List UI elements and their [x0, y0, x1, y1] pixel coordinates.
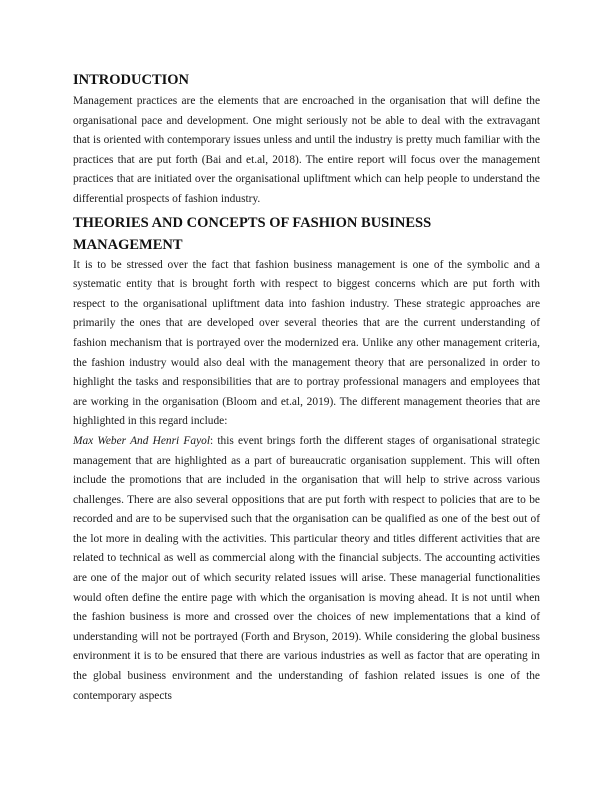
weber-fayol-body: : this event brings forth the different stages of organisational strategic management that are highlighted as a part of bureaucratic organisation supplement. This will often include the promotions that are included in the organisation that will help to strive across various challenges. There are also several oppositions that are put forth with respect to policies that are to be recorded and are to be supervised such that the organisation can be qualified as one of the best out of the lot more in dealing with the activities. This particular theory and titles different activities that are related to technical as well as commercial along with the financial subjects. The accounting activities are one of the major out of which security related issues will arise. These managerial functionalities would often define the entire page with which the organisation is moving ahead. It is not until when the fashion business is more and crossed over the choices of new implementations that a kind of understanding will not be portrayed (Forth and Bryson, 2019). While considering the global business environment it is to be ensured that there are various industries as well as factor that are operating in the global business environment and the understanding of fashion related issues is one of the contemporary aspects [73, 434, 540, 702]
introduction-paragraph: Management practices are the elements that are encroached in the organisation that will define the organisational pace and development. One might seriously not be able to deal with the extravagant that is oriented with contemporary issues unless and until the industry is pretty much familiar with the practices that are put forth (Bai and et.al, 2018). The entire report will focus over the management practices that are initiated over the organisational upliftment which can help people to understand the differential prospects of fashion industry. [73, 95, 540, 205]
weber-fayol-lead: Max Weber And Henri Fayol [73, 434, 210, 447]
introduction-heading: INTRODUCTION [73, 72, 190, 88]
theories-heading: THEORIES AND CONCEPTS OF FASHION BUSINESS MANAGEMENT [73, 214, 432, 253]
weber-fayol-paragraph [73, 432, 540, 706]
theories-paragraph: It is to be stressed over the fact that fashion business management is one of the symbolic and a systematic entity that is brought forth with respect to biggest concerns which are put forth with respect to the organisational upliftment data into fashion industry. These strategic approaches are primarily the ones that are developed over several theories that are the current understanding of fashion mechanism that is portrayed over the modernized era. Unlike any other management criteria, the fashion industry would also deal with the management theory that are personalized in order to highlight the tasks and responsibilities that are to portray professional managers and employees that are working in the organisation (Bloom and et.al, 2019). The different management theories that are highlighted in this regard include: [73, 258, 540, 428]
document-page [73, 69, 540, 706]
